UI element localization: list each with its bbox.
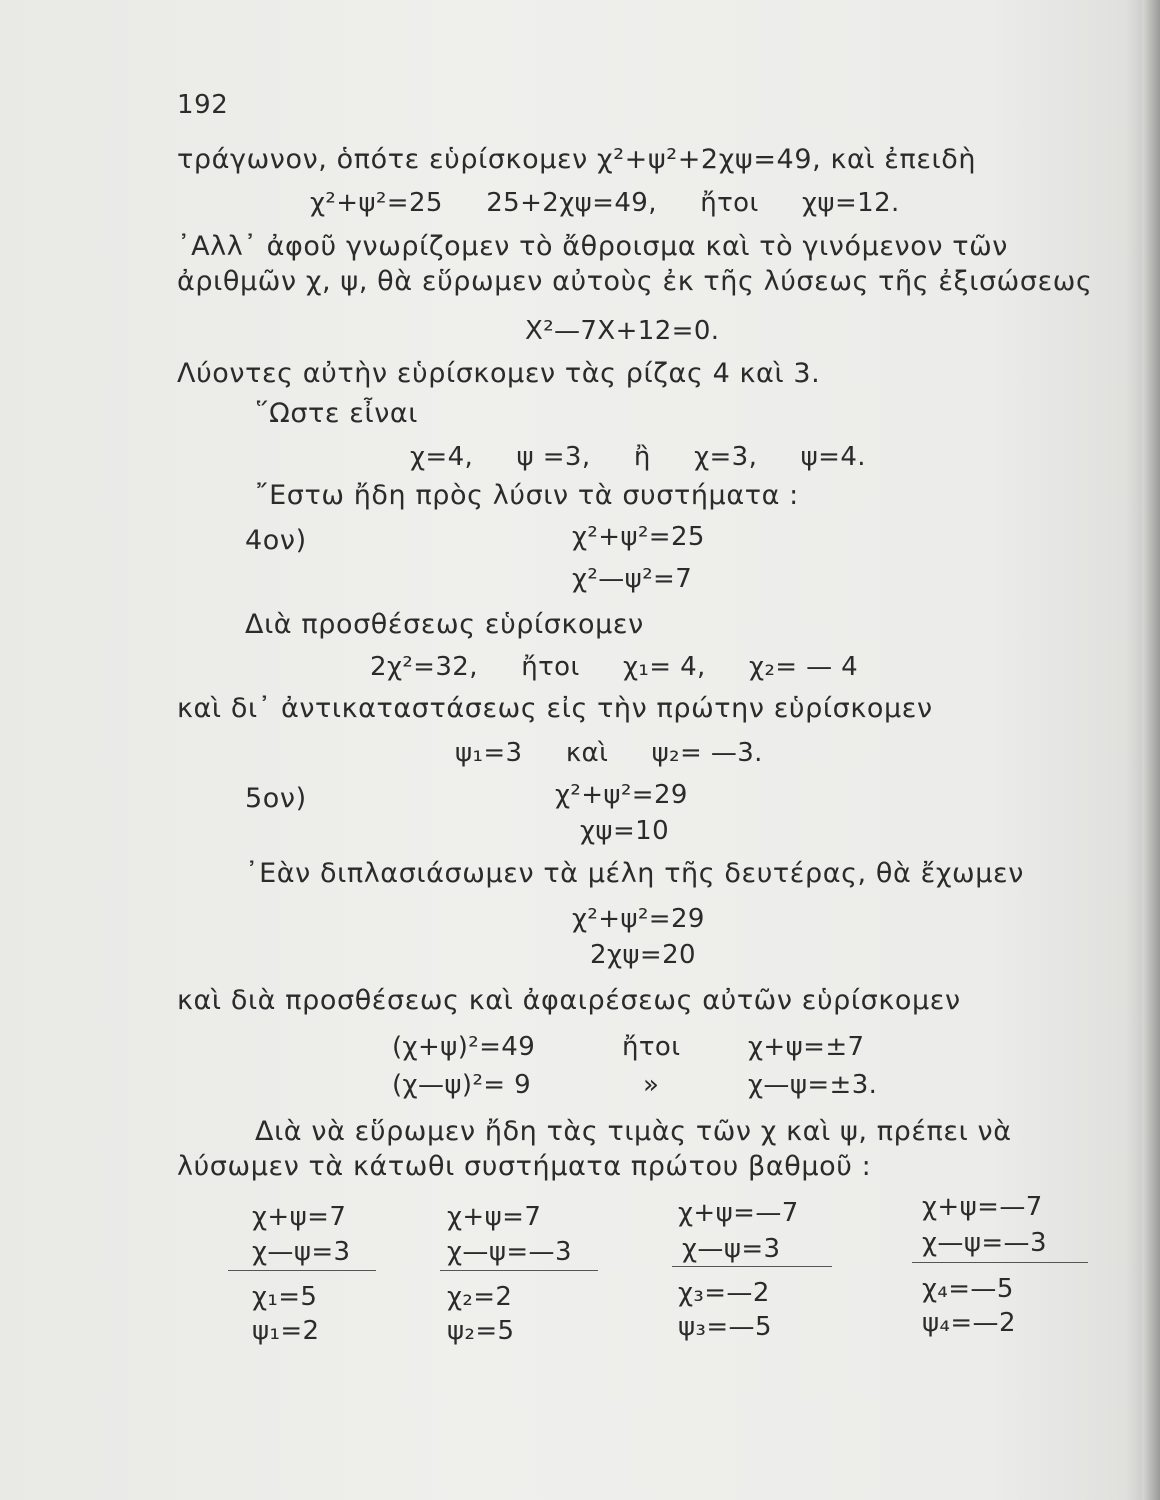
text-line: ᾿Εὰν διπλασιάσωμεν τὰ μέλη τῆς δευτέρας, θὰ ἔχωμεν [245,858,1024,889]
system-result: χ₁=5 [252,1282,318,1312]
system-equation: χ+ψ=—7 [922,1192,1043,1222]
system-equation: χ+ψ=—7 [678,1198,799,1228]
text-line: καὶ διὰ προσθέσεως καὶ ἀφαιρέσεως αὐτῶν εὑρίσκομεν [177,985,961,1016]
equation-line: χ²+ψ²=25 25+2χψ=49, ἤτοι χψ=12. [310,188,900,218]
system-result: ψ₁=2 [252,1316,320,1346]
text-line: τράγωνον, ὁπότε εὑρίσκομεν χ²+ψ²+2χψ=49, καὶ ἐπειδὴ [177,144,977,175]
system-result: χ₂=2 [447,1282,513,1312]
equation-line: χ²+ψ²=29 [555,780,688,810]
system-result: χ₃=—2 [678,1278,770,1308]
equation-line: χ=4, ψ =3, ἢ χ=3, ψ=4. [410,442,866,472]
text-line: ῞Ωστε εἶναι [255,398,419,429]
text-line: ἀριθμῶν χ, ψ, θὰ εὕρωμεν αὐτοὺς ἐκ τῆς λύσεως τῆς ἐξισώσεως [177,266,1093,297]
system-equation: χ—ψ=—3 [447,1237,572,1267]
equation-line: 2χ²=32, ἤτοι χ₁= 4, χ₂= — 4 [370,652,859,682]
system-result: ψ₂=5 [447,1316,515,1346]
system-equation: χ—ψ=3 [252,1237,351,1267]
ditto-mark: » [643,1070,660,1100]
system-equation: χ—ψ=—3 [922,1228,1047,1258]
equation-line: χψ=10 [580,816,670,846]
division-rule [912,1262,1088,1263]
equation-line: χ²+ψ²=25 [572,522,705,552]
equation-line: ἤτοι [622,1032,681,1062]
text-line: Διὰ προσθέσεως εὑρίσκομεν [245,609,644,640]
text-line: ᾿Αλλ᾿ ἀφοῦ γνωρίζομεν τὸ ἄθροισμα καὶ τὸ γινόμενον τῶν [177,231,1008,262]
division-rule [440,1270,598,1271]
equation-line: ψ₁=3 καὶ ψ₂= —3. [455,738,763,768]
equation-line: χ—ψ=±3. [748,1070,878,1100]
division-rule [228,1270,376,1271]
text-line: Λύοντες αὐτὴν εὑρίσκομεν τὰς ρίζας 4 καὶ 3. [177,358,821,389]
equation-line: χ²+ψ²=29 [572,904,705,934]
text-line: λύσωμεν τὰ κάτωθι συστήματα πρώτου βαθμοῦ : [177,1151,872,1182]
equation-line: χ+ψ=±7 [748,1032,865,1062]
text-line: ῎Εστω ἤδη πρὸς λύσιν τὰ συστήματα : [255,480,799,511]
page-number: 192 [177,90,229,120]
system-result: ψ₃=—5 [678,1312,772,1342]
text-line: καὶ δι᾿ ἀντικαταστάσεως εἰς τὴν πρώτην εὑρίσκομεν [177,693,933,724]
equation-line: (χ+ψ)²=49 [392,1032,536,1062]
page-edge-shadow [1142,0,1160,1500]
equation-line: (χ—ψ)²= 9 [392,1070,532,1100]
system-result: ψ₄=—2 [922,1308,1016,1338]
system-equation: χ+ψ=7 [252,1202,347,1232]
division-rule [672,1266,832,1267]
equation-line: Χ²—7Χ+12=0. [525,316,720,346]
system-result: χ₄=—5 [922,1274,1014,1304]
case-label: 5ον) [245,783,307,814]
equation-line: χ²—ψ²=7 [572,564,693,594]
equation-line: 2χψ=20 [590,940,696,970]
case-label: 4ον) [245,525,307,556]
system-equation: χ—ψ=3 [682,1234,781,1264]
system-equation: χ+ψ=7 [447,1202,542,1232]
text-line: Διὰ νὰ εὕρωμεν ἤδη τὰς τιμὰς τῶν χ καὶ ψ, πρέπει νὰ [255,1116,1012,1147]
